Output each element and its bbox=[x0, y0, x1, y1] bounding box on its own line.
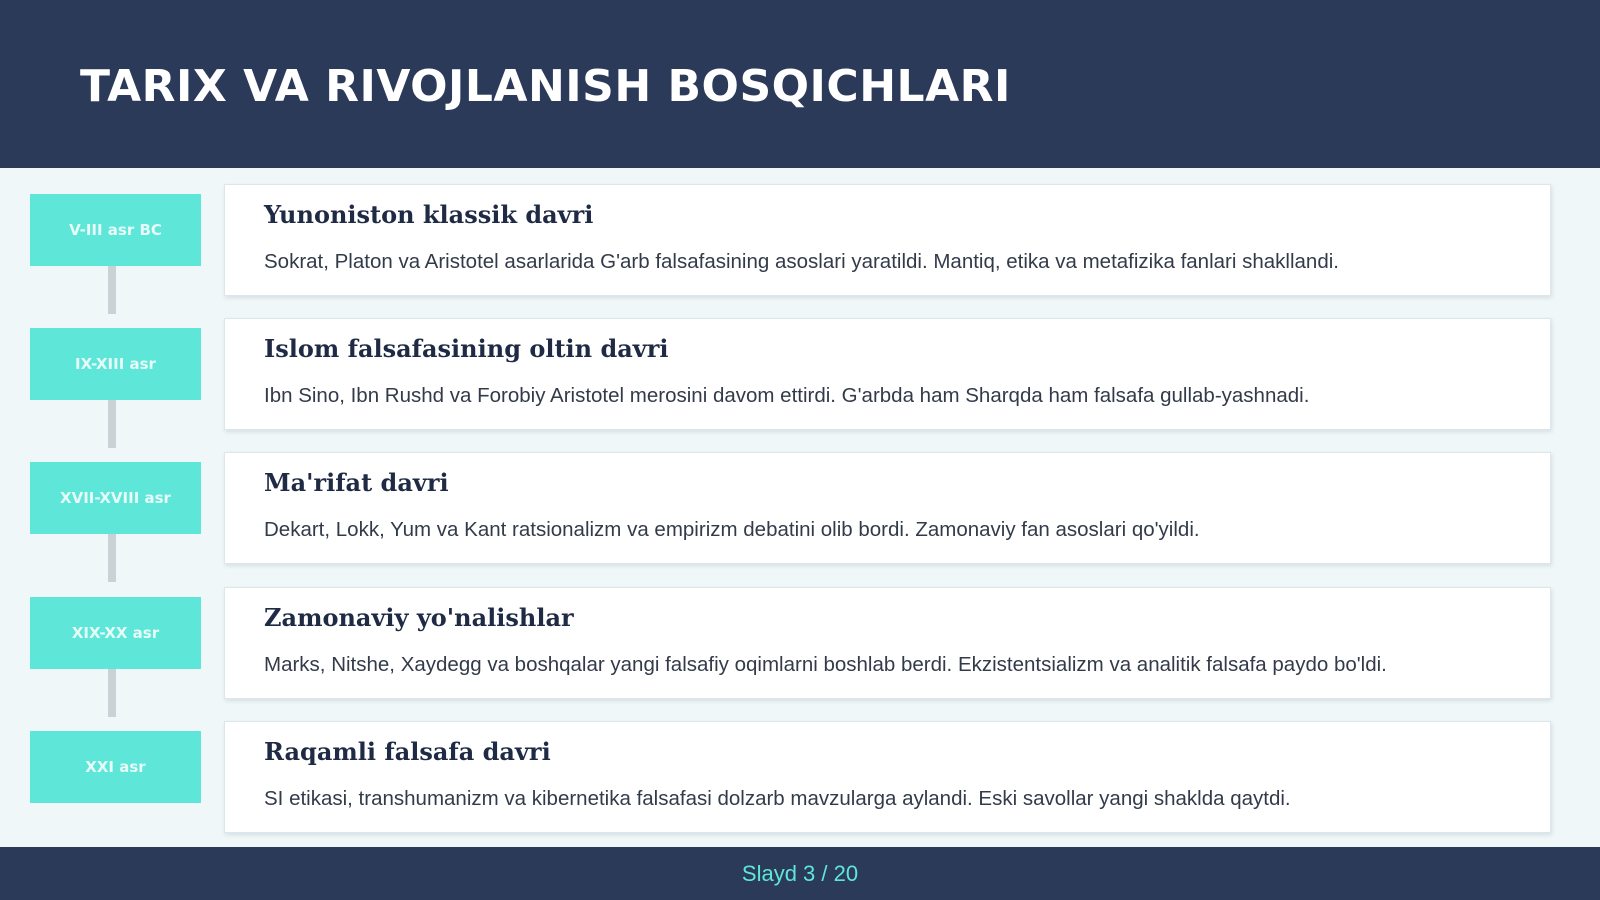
slide-counter: Slayd 3 / 20 bbox=[741, 861, 859, 886]
timeline-card bbox=[224, 452, 1551, 564]
card-description: Dekart, Lokk, Yum va Kant ratsionalizm va empirizm debatini olib bordi. Zamonaviy fan asoslari qo'yildi. bbox=[264, 518, 1200, 541]
period-badge: XVII-XVIII asr bbox=[30, 462, 201, 534]
card-description: Marks, Nitshe, Xaydegg va boshqalar yangi falsafiy oqimlarni boshlab berdi. Ekzistentsializm va analitik falsafa paydo bo'ldi. bbox=[264, 653, 1387, 676]
footer-bar bbox=[0, 847, 1600, 900]
timeline-item bbox=[0, 587, 1600, 701]
card-title: Yunoniston klassik davri bbox=[264, 200, 594, 229]
timeline bbox=[0, 168, 1600, 847]
card-description: Sokrat, Platon va Aristotel asarlarida G'arb falsafasining asoslari yaratildi. Mantiq, etika va metafizika fanlari shakllandi. bbox=[264, 250, 1339, 273]
timeline-item bbox=[0, 452, 1600, 566]
page-title: TARIX VA RIVOJLANISH BOSQICHLARI bbox=[80, 61, 1011, 112]
header-bar bbox=[0, 0, 1600, 168]
timeline-connector bbox=[108, 266, 116, 314]
timeline-item bbox=[0, 184, 1600, 298]
card-title: Ma'rifat davri bbox=[264, 468, 449, 497]
period-badge: XIX-XX asr bbox=[30, 597, 201, 669]
card-description: Ibn Sino, Ibn Rushd va Forobiy Aristotel merosini davom ettirdi. G'arbda ham Sharqda ham falsafa gullab-yashnadi. bbox=[264, 384, 1310, 407]
timeline-card bbox=[224, 184, 1551, 296]
timeline-card bbox=[224, 318, 1551, 430]
timeline-connector bbox=[108, 669, 116, 717]
timeline-card bbox=[224, 587, 1551, 699]
timeline-connector bbox=[108, 400, 116, 448]
period-badge: IX-XIII asr bbox=[30, 328, 201, 400]
card-description: SI etikasi, transhumanizm va kibernetika falsafasi dolzarb mavzularga aylandi. Eski savollar yangi shaklda qaytdi. bbox=[264, 787, 1291, 810]
timeline-item bbox=[0, 721, 1600, 835]
timeline-card bbox=[224, 721, 1551, 833]
timeline-item bbox=[0, 318, 1600, 432]
period-badge: V-III asr BC bbox=[30, 194, 201, 266]
card-title: Raqamli falsafa davri bbox=[264, 737, 551, 766]
card-title: Islom falsafasining oltin davri bbox=[264, 334, 669, 363]
timeline-connector bbox=[108, 534, 116, 582]
period-badge: XXI asr bbox=[30, 731, 201, 803]
card-title: Zamonaviy yo'nalishlar bbox=[264, 603, 574, 632]
